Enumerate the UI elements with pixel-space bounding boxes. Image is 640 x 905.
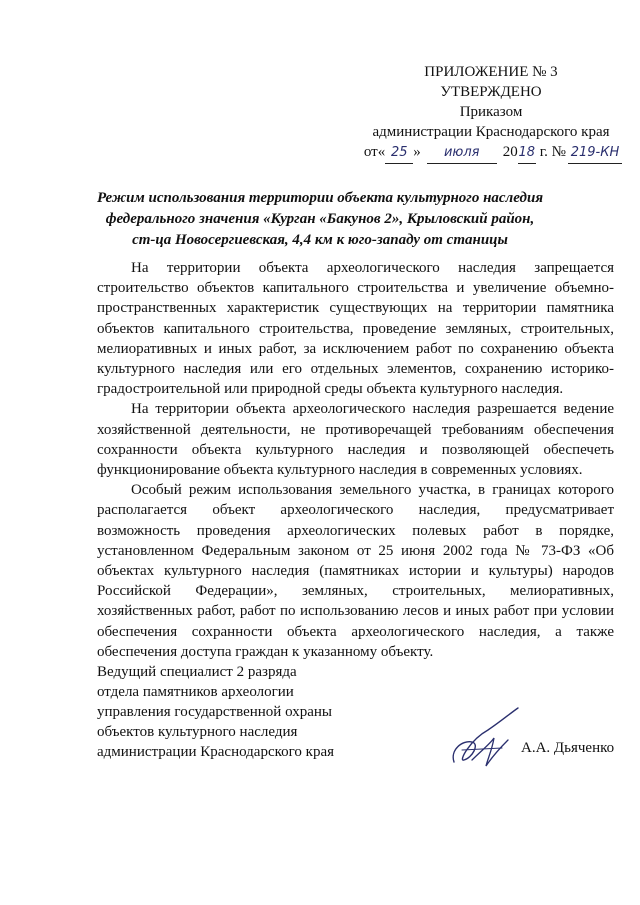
approval-block <box>360 62 622 164</box>
paragraph-special-regime: Особый режим использования земельного участка, в границах которого располагается объект археологического наследия, предусматривает возможность проведения археологических полевых работ в порядке, установленном Федеральным законом от 25 июня 2002 года № 73-ФЗ «Об объектах культурного наследия (памятниках истории и культуры) народов Российской Федерации», земляных, строительных, мелиоративных, хозяйственных работ, работ по использованию лесов и иных работ при условии обеспечения сохранности объекта археологического наследия, а также обеспечения доступа граждан к указанному объекту. <box>97 482 614 660</box>
title-line: федерального значения «Курган «Бакунов 2», Крыловский район, <box>105 211 535 227</box>
year-prefix: 20 <box>502 144 518 160</box>
document-body <box>97 258 614 662</box>
year-unit: г. № <box>539 144 566 160</box>
signer-division: управления государственной охраны <box>97 704 332 720</box>
issuing-authority: администрации Краснодарского края <box>372 124 610 140</box>
signer-division-cont: объектов культурного наследия <box>97 724 298 740</box>
signer-position: Ведущий специалист 2 разряда <box>97 664 297 680</box>
date-prefix: от« <box>363 144 386 160</box>
order-date-line <box>360 142 622 164</box>
handwritten-signature-icon <box>442 700 522 780</box>
order-label: Приказом <box>459 104 523 120</box>
signer-department: отдела памятников археологии <box>97 684 294 700</box>
appendix-number: ПРИЛОЖЕНИЕ № 3 <box>424 64 558 80</box>
handwritten-month: июля <box>427 143 497 164</box>
title-line: Режим использования территории объекта культурного наследия <box>96 190 544 206</box>
paragraph-permissions: На территории объекта археологического наследия разрешается ведение хозяйственной деятельности, не противоречащей требованиям обеспечения сохранности объекта культурного наследия и позволяющей обеспечеть функционирование объекта культурного наследия в современных условиях. <box>97 401 614 479</box>
day-suffix: » <box>413 144 421 160</box>
handwritten-year: 18 <box>518 143 536 164</box>
document-title <box>60 188 580 251</box>
paragraph-prohibitions: На территории объекта археологического наследия запрещается строительство объектов капитального строительства и увеличение объемно-пространственных характеристик существующих на территории памятника объектов капитального строительства, проведение земляных, строительных, мелиоративных и иных работ, за исключением работ по сохранению объекта культурного наследия или его отдельных элементов, сохранению историко-градостроительной или природной среды объекта культурного наследия. <box>97 260 614 398</box>
title-line: ст-ца Новосергиевская, 4,4 км к юго-западу от станицы <box>132 232 508 248</box>
signer-name: А.А. Дьяченко <box>521 740 615 756</box>
signer-organization: администрации Краснодарского края <box>97 744 335 760</box>
handwritten-order-number: 219-КН <box>568 143 622 164</box>
signer-block <box>97 662 357 762</box>
approved-label: УТВЕРЖДЕНО <box>440 84 542 100</box>
handwritten-day: 25 <box>385 143 413 164</box>
